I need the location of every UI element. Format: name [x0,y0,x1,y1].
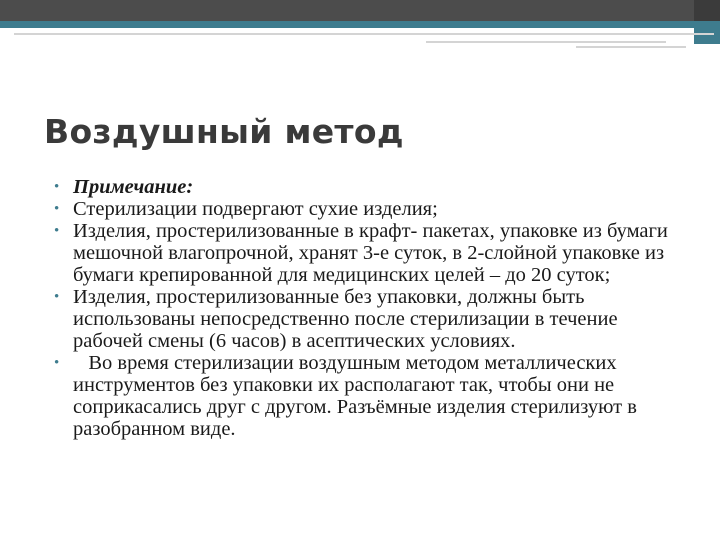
corner-accent [694,0,720,21]
bullet-item [48,220,688,286]
bullet-list [48,176,688,440]
bullet-icon: • [54,201,60,217]
bullet-item [48,286,688,352]
slide-title: Воздушный метод [44,112,404,151]
bullet-item [48,176,688,198]
bullet-icon: • [54,289,60,305]
bullet-text: Изделия, простерилизованные без упаковки, должны быть использованы непосредственно после стерилизации в течение рабочей смены (6 часов) в асептических условиях. [73,286,618,352]
bullet-text: Стерилизации подвергают сухие изделия; [73,198,438,220]
bullet-item [48,352,688,440]
teal-stripe [0,21,720,28]
bullet-icon: • [54,223,60,239]
top-band [0,0,720,21]
bullet-text: Примечание: [73,176,194,198]
decorative-line [426,41,666,43]
bullet-text: Изделия, простерилизованные в крафт- пакетах, упаковке из бумаги мешочной влагопрочной, хранят 3-е суток, в 2-слойной упаковке из бумаги крепированной для медицинских целей – до 20 суток; [73,220,668,286]
bullet-icon: • [54,355,60,371]
decorative-line [14,33,714,35]
bullet-text: Во время стерилизации воздушным методом металлических инструментов без упаковки их располагают так, чтобы они не соприкасались друг с другом. Разъёмные изделия стерилизуют в разобранном виде. [73,352,643,440]
bullet-icon: • [54,179,60,195]
decorative-line [576,46,686,48]
bullet-item [48,198,688,220]
